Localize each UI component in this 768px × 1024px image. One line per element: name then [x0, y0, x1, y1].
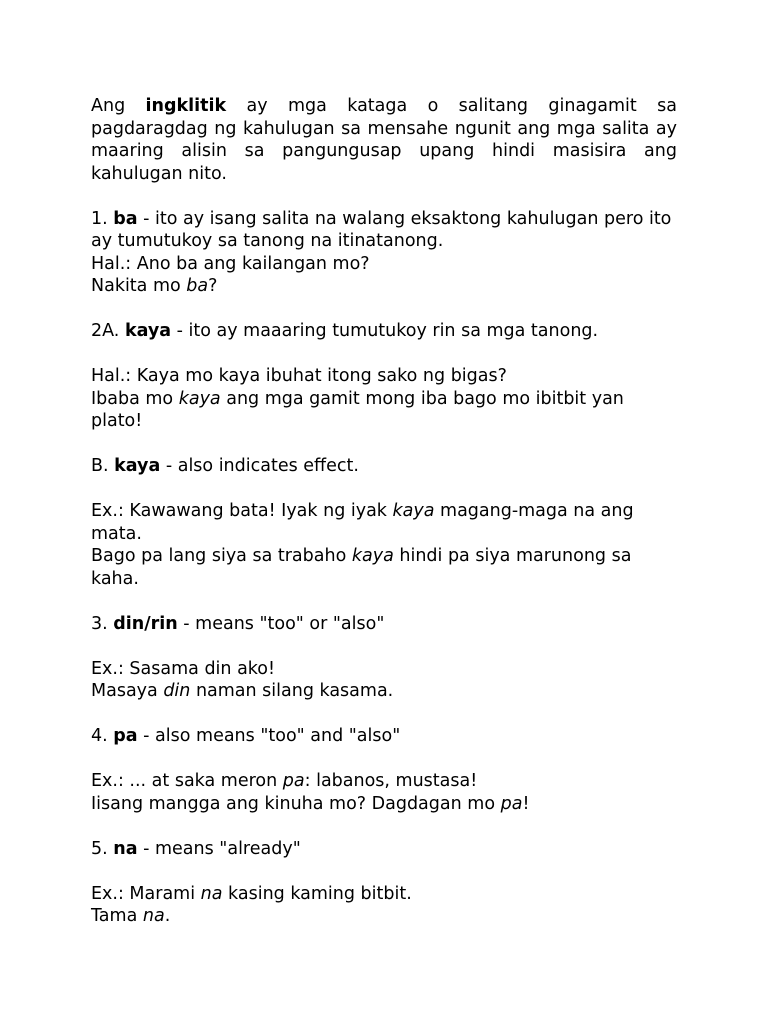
- section-2b-example-1: [91, 500, 677, 545]
- example-text: Ex.: Kawawang bata! Iyak ng iyak: [91, 501, 393, 521]
- section-description: - also means "too" and "also": [137, 726, 401, 746]
- example-keyword: pa: [282, 771, 305, 791]
- section-number: 5.: [91, 838, 114, 859]
- section-description: - also indicates effect.: [160, 456, 359, 476]
- section-1-example-1: Hal.: Ano ba ang kailangan mo?: [91, 253, 370, 274]
- example-text: kasing kaming bitbit.: [222, 883, 412, 904]
- section-number: 4.: [91, 726, 114, 746]
- section-2b-example-2: [91, 545, 677, 590]
- intro-text-start: Ang: [91, 96, 146, 116]
- section-4-example-2: [91, 793, 677, 816]
- example-text: ang mga gamit mong iba bago mo ibitbit yan plato!: [91, 388, 624, 431]
- example-keyword: kaya: [351, 546, 394, 566]
- section-number: 1.: [91, 208, 114, 229]
- intro-paragraph: [91, 95, 677, 185]
- section-number: 2A.: [91, 321, 125, 341]
- section-description: - means "already": [137, 838, 301, 859]
- section-2a-example-1: Hal.: Kaya mo kaya ibuhat itong sako ng bigas?: [91, 366, 507, 386]
- example-text: ?: [208, 276, 218, 296]
- section-3-heading: [91, 613, 677, 636]
- example-text: magang-maga na ang mata.: [91, 501, 634, 544]
- example-text: Iisang mangga ang kinuha mo? Dagdagan mo: [91, 793, 501, 814]
- example-text: Tama: [91, 906, 143, 926]
- section-number: 3.: [91, 613, 114, 634]
- section-1-example-2: [91, 275, 677, 298]
- section-5-example-1: [91, 883, 677, 906]
- example-text: Ibaba mo: [91, 388, 179, 409]
- section-5-heading: [91, 838, 677, 861]
- example-keyword: na: [142, 906, 165, 926]
- example-text: !: [522, 793, 530, 814]
- section-3-example-2: [91, 680, 677, 703]
- section-keyword: pa: [113, 726, 138, 746]
- section-4-heading: [91, 725, 677, 748]
- example-text: Bago pa lang siya sa trabaho: [91, 546, 352, 566]
- example-keyword: kaya: [178, 388, 221, 409]
- section-keyword: din/rin: [113, 613, 178, 634]
- example-text: : labanos, mustasa!: [304, 771, 478, 791]
- section-2a-example-2: [91, 388, 677, 433]
- section-description: - ito ay maaaring tumutukoy rin sa mga tanong.: [171, 321, 599, 341]
- section-keyword: na: [113, 838, 138, 859]
- example-text: Masaya: [91, 681, 164, 701]
- example-keyword: na: [200, 883, 223, 904]
- example-text: Ex.: ... at saka meron: [91, 771, 283, 791]
- section-1-heading: [91, 208, 677, 253]
- term-ingklitik: ingklitik: [145, 96, 227, 116]
- example-keyword: kaya: [392, 501, 435, 521]
- example-keyword: pa: [500, 793, 523, 814]
- example-text: naman silang kasama.: [190, 681, 394, 701]
- example-text: hindi pa siya marunong sa kaha.: [91, 546, 632, 589]
- example-text: Nakita mo: [91, 276, 187, 296]
- section-3-example-1: Ex.: Sasama din ako!: [91, 658, 276, 679]
- section-4-example-1: [91, 770, 677, 793]
- section-number: B.: [91, 456, 115, 476]
- example-text: Ex.: Marami: [91, 883, 201, 904]
- example-keyword: din: [163, 681, 191, 701]
- document-page: [91, 95, 677, 928]
- section-keyword: ba: [113, 208, 138, 229]
- section-keyword: kaya: [114, 456, 161, 476]
- example-keyword: ba: [186, 276, 209, 296]
- section-description: - ito ay isang salita na walang eksaktong kahulugan pero ito ay tumutukoy sa tanong na itinatanong.: [91, 208, 672, 251]
- section-2b-heading: [91, 455, 677, 478]
- intro-text-rest: ay mga kataga o salitang ginagamit sa pagdaragdag ng kahulugan sa mensahe ngunit ang mga salita ay maaring alisin sa pangungusap upang hindi masisira ang kahulugan nito.: [91, 96, 678, 184]
- section-description: - means "too" or "also": [177, 613, 385, 634]
- section-2a-heading: [91, 320, 677, 343]
- example-text: .: [164, 906, 171, 926]
- section-keyword: kaya: [124, 321, 172, 341]
- section-5-example-2: [91, 905, 677, 928]
